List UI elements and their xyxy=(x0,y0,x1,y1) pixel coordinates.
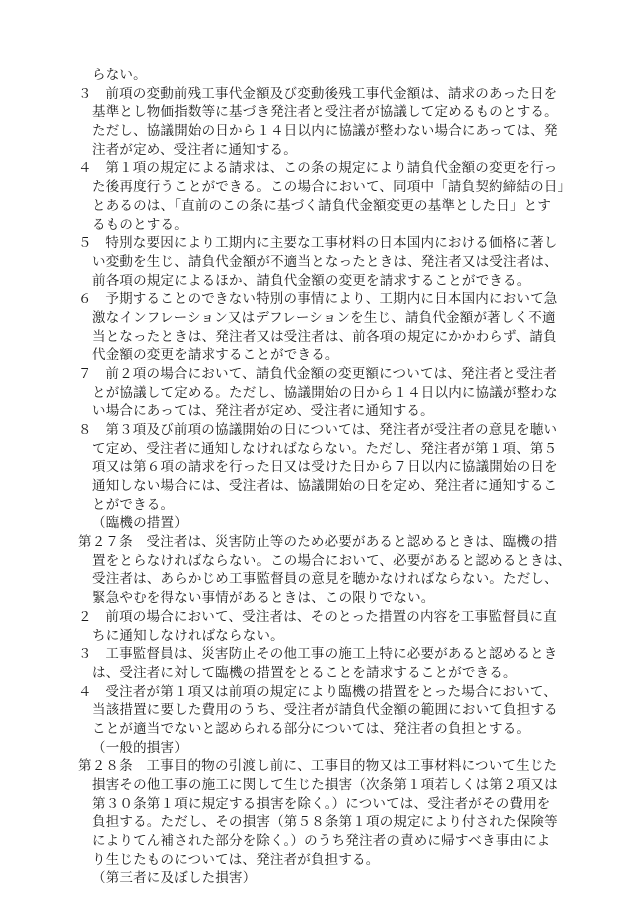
text-line-34: 当該措置に要した費用のうち、受注者が請負代金額の範囲において負担する xyxy=(92,702,558,719)
text-line-17: とが協議して定める。ただし、協議開始の日から１４日以内に協議が整わな xyxy=(92,384,558,401)
text-line-22: 通知しない場合には、受注者は、協議開始の日を定め、発注者に通知するこ xyxy=(92,478,558,494)
text-line-42: り生じたものについては、発注者が負担する。 xyxy=(92,851,380,868)
text-line-38: 損害その他工事の施工に関して生じた損害（次条第１項若しくは第２項又は xyxy=(92,776,558,793)
text-line-0: らない。 xyxy=(92,67,147,83)
text-line-28: 緊急やむを得ない事情があるときは、この限りでない。 xyxy=(92,590,435,607)
text-line-18: い場合にあっては、発注者が定め、受注者に通知する。 xyxy=(92,403,434,420)
text-line-7: とあるのは、「直前のこの条に基づく請負代金額変更の基準とした日」とす xyxy=(92,197,552,214)
text-line-6: た後再度行うことができる。この場合において、同項中「請負契約締結の日」 xyxy=(92,179,572,196)
text-line-31: ３ 工事監督員は、災害防止その他工事の施工上特に必要があると認めるとき xyxy=(78,646,558,663)
text-line-33: ４ 受注者が第１項又は前項の規定により臨機の措置をとった場合において、 xyxy=(78,683,557,700)
text-line-9: ５ 特別な要因により工期内に主要な工事材料の日本国内における価格に著し xyxy=(78,235,558,252)
text-line-25: 第２７条 受注者は、災害防止等のため必要があると認めるときは、臨機の措 xyxy=(78,534,558,550)
text-line-27: 受注者は、あらかじめ工事監督員の意見を聴かなければならない。ただし、 xyxy=(92,571,558,588)
text-line-13: 激なインフレーション又はデフレーションを生じ、請負代金額が著しく不適 xyxy=(92,309,556,326)
section-heading-emergency: （臨機の措置） xyxy=(92,515,188,532)
text-line-15: 代金額の変更を請求することができる。 xyxy=(92,347,339,364)
text-line-12: ６ 予期することのできない特別の事情により、工期内に日本国内において急 xyxy=(78,291,558,308)
text-line-32: は、受注者に対して臨機の措置をとることを請求することができる。 xyxy=(92,664,517,681)
section-heading-general-damage: （一般的損害） xyxy=(92,739,188,756)
text-line-20: て定め、受注者に通知しなければならない。ただし、発注者が第１項、第５ xyxy=(92,440,558,457)
text-line-26: 置をとらなければならない。この場合において、必要があると認めるときは、 xyxy=(92,552,572,569)
text-line-29: ２ 前項の場合において、受注者は、そのとった措置の内容を工事監督員に直 xyxy=(78,608,557,625)
text-line-41: によりてん補された部分を除く。）のうち発注者の責めに帰すべき事由によ xyxy=(92,833,551,849)
text-line-1: ３ 前項の変動前残工事代金額及び変動後残工事代金額は、請求のあった日を xyxy=(78,85,558,102)
text-line-39: 第３０条第１項に規定する損害を除く。）については、受注者がその費用を xyxy=(92,795,551,812)
text-line-2: 基準とし物価指数等に基づき発注者と受注者が協議して定めるものとする。 xyxy=(92,104,558,121)
text-line-5: ４ 第１項の規定による請求は、この条の規定により請負代金額の変更を行っ xyxy=(78,160,558,177)
text-line-23: とができる。 xyxy=(92,496,175,513)
section-heading-third-party-damage: （第三者に及ぼした損害） xyxy=(92,870,257,887)
text-line-14: 当となったときは、発注者又は受注者は、前各項の規定にかかわらず、請負 xyxy=(92,328,557,345)
text-line-40: 負担する。ただし、その損害（第５８条第１項の規定により付された保険等 xyxy=(92,814,558,831)
text-line-11: 前各項の規定によるほか、請負代金額の変更を請求することができる。 xyxy=(92,272,531,289)
text-line-8: るものとする。 xyxy=(92,216,188,233)
text-line-21: 項又は第６項の請求を行った日又は受けた日から７日以内に協議開始の日を xyxy=(92,459,558,476)
text-line-19: ８ 第３項及び前項の協議開始の日については、発注者が受注者の意見を聴い xyxy=(78,422,558,438)
text-line-10: い変動を生じ、請負代金額が不適当となったときは、発注者又は受注者は、 xyxy=(92,253,558,270)
text-line-35: ことが適当でないと認められる部分については、発注者の負担とする。 xyxy=(92,720,531,737)
text-line-16: ７ 前２項の場合において、請負代金額の変更額については、発注者と受注者 xyxy=(78,365,557,382)
text-line-4: 注者が定め、受注者に通知する。 xyxy=(92,141,297,158)
text-line-3: ただし、協議開始の日から１４日以内に協議が整わない場合にあっては、発 xyxy=(92,123,558,139)
text-line-37: 第２８条 工事目的物の引渡し前に、工事目的物又は工事材料について生じた xyxy=(78,758,558,775)
text-line-30: ちに通知しなければならない。 xyxy=(92,627,284,644)
